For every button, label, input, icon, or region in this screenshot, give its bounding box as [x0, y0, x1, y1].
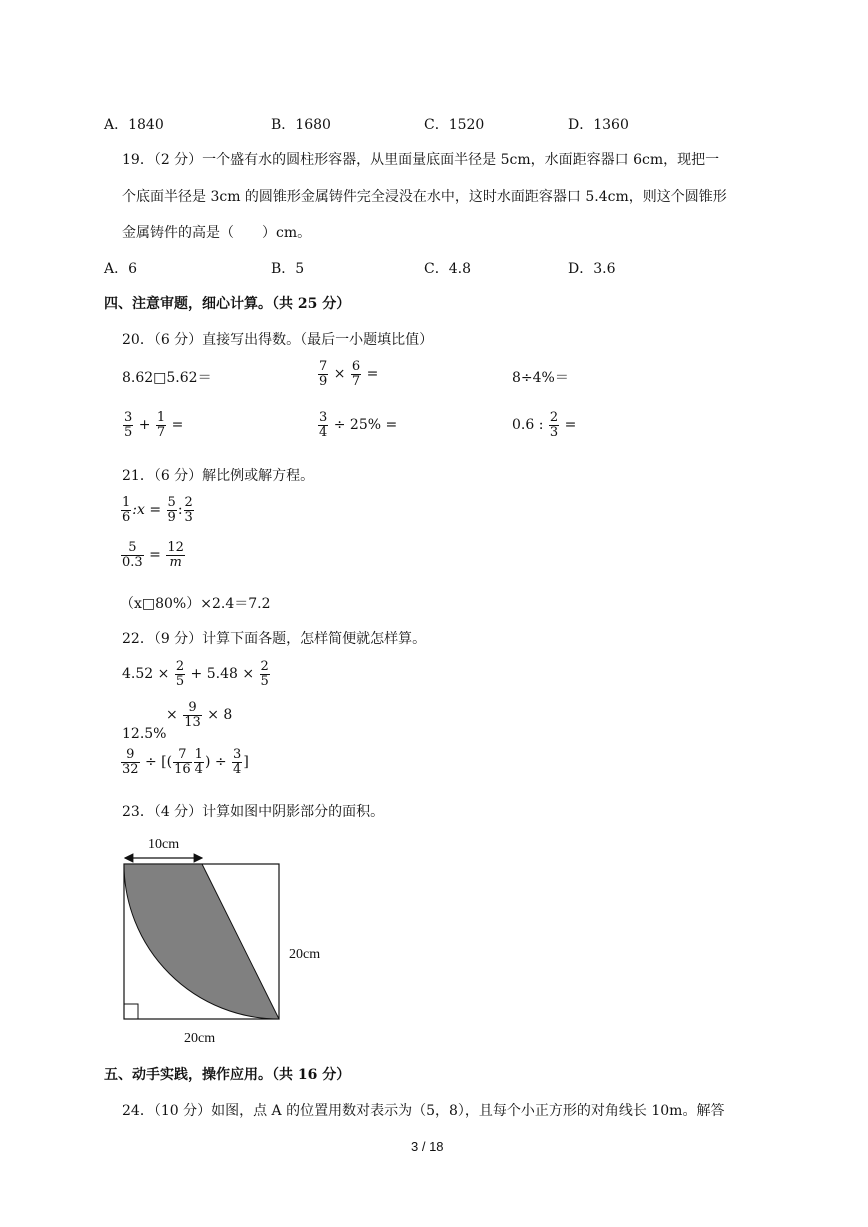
- q19-line-2: 个底面半径是 3cm 的圆锥形金属铸件完全浸没在水中，这时水面距容器口 5.4cm，则这个圆锥形: [122, 189, 727, 205]
- q20-expr-1: 8.62□5.62＝: [122, 370, 212, 386]
- label-right: 20cm: [289, 947, 321, 962]
- q19-option-c: C．4.8: [424, 261, 471, 277]
- q22-expr-3: $\frac{9}{32}$ ÷ [( $\frac{7}{16}$ $\frac{1}{4}$ ) ÷ $\frac{3}{4}$ ]: [122, 747, 249, 777]
- q22-expr-1: 4.52 × $\frac{2}{5}$ + 5.48 × $\frac{2}{5}$: [122, 659, 269, 689]
- q20-title: 20．（6 分）直接写出得数。（最后一小题填比值）: [122, 332, 434, 348]
- q20-expr-4: $\frac{3}{5}$ + $\frac{1}{7}$ =: [124, 410, 184, 440]
- q20-expr-6: 0.6 : $\frac{2}{3}$ =: [512, 410, 577, 440]
- label-bottom: 20cm: [184, 1031, 216, 1046]
- q20-expr-5: $\frac{3}{4}$ ÷ 25% =: [319, 410, 398, 440]
- q22-expr-2-right: × $\frac{9}{13}$ × 8: [166, 700, 233, 730]
- q19-line-1: 19．（2 分）一个盛有水的圆柱形容器，从里面量底面半径是 5cm，水面距容器口 6cm，现把一: [122, 152, 720, 168]
- q23-figure: [110, 828, 350, 1053]
- right-angle-mark: [124, 1004, 138, 1019]
- q21-title: 21．（6 分）解比例或解方程。: [122, 468, 315, 484]
- page-number: 3 / 18: [411, 1139, 444, 1154]
- q18-option-d: D．1360: [568, 117, 629, 133]
- label-top: 10cm: [148, 837, 180, 852]
- q19-option-a: A．6: [104, 261, 138, 277]
- q20-expr-3: 8÷4%＝: [512, 370, 569, 386]
- q22-title: 22．（9 分）计算下面各题，怎样简便就怎样算。: [122, 631, 427, 647]
- q19-option-b: B．5: [271, 261, 305, 277]
- q18-option-b: B．1680: [271, 117, 331, 133]
- q18-option-c: C．1520: [424, 117, 485, 133]
- q22-expr-2-left: 12.5%: [122, 726, 167, 742]
- q20-expr-2: $\frac{7}{9}$ × $\frac{6}{7}$ =: [319, 359, 379, 389]
- q21-equation-1: $\frac{1}{6}$ :x = $\frac{5}{9}$ : $\frac{2}{3}$: [122, 495, 193, 525]
- shaded-region: [124, 864, 279, 1019]
- section-5-heading: 五、动手实践，操作应用。（共 16 分）: [104, 1067, 351, 1083]
- q23-title: 23．（4 分）计算如图中阴影部分的面积。: [122, 804, 385, 820]
- q21-equation-3: （x□80%）×2.4＝7.2: [120, 596, 271, 612]
- q19-line-3: 金属铸件的高是（ ）cm。: [122, 225, 312, 241]
- q19-option-d: D．3.6: [568, 261, 616, 277]
- section-4-heading: 四、注意审题，细心计算。（共 25 分）: [104, 296, 351, 312]
- q21-equation-2: $\frac{5}{0.3}$ = $\frac{12}{m}$: [122, 540, 184, 570]
- q24-line-1: 24．（10 分）如图，点 A 的位置用数对表示为（5，8），且每个小正方形的对角线长 10m。解答: [122, 1103, 725, 1119]
- q18-option-a: A．1840: [104, 117, 164, 133]
